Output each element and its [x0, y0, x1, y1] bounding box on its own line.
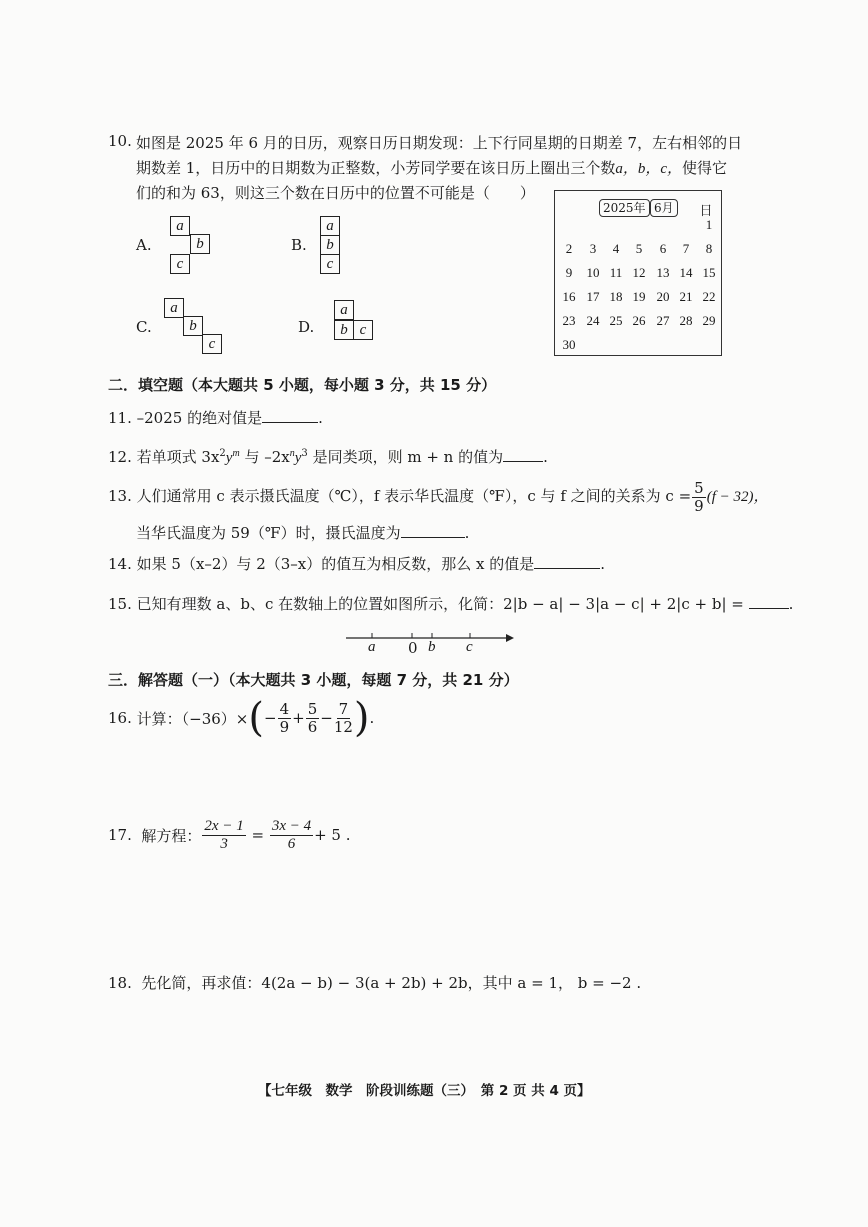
calendar-day: 25: [609, 313, 623, 328]
cell-a: a: [320, 216, 340, 236]
calendar-day: 4: [612, 241, 620, 256]
answer-blank[interactable]: [262, 408, 318, 423]
calendar-day: 10: [586, 265, 600, 280]
q13-line2: 当华氏温度为 59（℉）时，摄氏温度为 .: [136, 524, 470, 542]
axis-arrow: [506, 634, 514, 642]
left-paren: (: [248, 695, 264, 741]
option-a-label[interactable]: A.: [136, 236, 152, 254]
q10-line1: 如图是 2025 年 6 月的日历，观察日历日期发现：上下行同星期的日期差 7，左右相邻的日: [136, 134, 743, 152]
calendar-day: 12: [632, 265, 646, 280]
answer-blank[interactable]: [534, 554, 600, 569]
calendar-year-tag: 2025年: [599, 199, 650, 217]
calendar-day: 28: [679, 313, 693, 328]
cell-b: b: [320, 235, 340, 255]
q13-line1: 13. 人们通常用 c 表示摄氏温度（℃），f 表示华氏温度（℉），c 与 f 之间的关系为 c = $\frac{5}{9}$ (f − 32)，: [108, 479, 769, 515]
calendar-month-tag: 6月: [650, 199, 678, 217]
q14: 14. 如果 5（x–2）与 2（3–x）的值互为相反数，那么 x 的值是 .: [108, 555, 606, 573]
cell-c: c: [320, 254, 340, 274]
q11: 11. –2025 的绝对值是 .: [108, 409, 323, 427]
calendar-day: 7: [682, 241, 690, 256]
calendar-day: 16: [562, 289, 576, 304]
q13-fraction: $\frac{5}{9}$: [694, 479, 704, 515]
calendar-day-header: 日: [699, 203, 713, 218]
answer-blank[interactable]: [401, 523, 465, 538]
axis-label-a: a: [368, 639, 376, 655]
page-footer: 【七年级 数学 阶段训练题（三） 第 2 页 共 4 页】: [258, 1083, 591, 1099]
calendar-day: 9: [565, 265, 573, 280]
calendar-day: 3: [589, 241, 597, 256]
calendar-day: 14: [679, 265, 693, 280]
calendar-day: 18: [609, 289, 623, 304]
answer-blank[interactable]: [749, 594, 789, 609]
cell-b: b: [190, 234, 210, 254]
q15: 15. 已知有理数 a、b、c 在数轴上的位置如图所示，化简：2|b − a| − 3|a − c| + 2|c + b| = .: [108, 595, 794, 613]
right-paren: ): [353, 695, 370, 741]
q10-line3: 们的和为 63，则这三个数在日历中的位置不可能是（ ）: [136, 184, 535, 202]
calendar-day: 17: [586, 289, 600, 304]
calendar-day: 6: [659, 241, 667, 256]
calendar-day: 21: [679, 289, 693, 304]
section2-title: 二．填空题（本大题共 5 小题，每小题 3 分，共 15 分）: [108, 376, 497, 394]
calendar-day: 23: [562, 313, 576, 328]
calendar: [554, 190, 722, 356]
axis-label-zero: 0: [408, 639, 418, 657]
option-c-label[interactable]: C.: [136, 318, 152, 336]
q10-line2: 期数差 1，日历中的日期数为正整数，小芳同学要在该日历上圈出三个数a，b，c，使得它: [136, 159, 728, 177]
calendar-day: 29: [702, 313, 716, 328]
calendar-day: 13: [656, 265, 670, 280]
calendar-day: 5: [635, 241, 643, 256]
calendar-day: 11: [609, 265, 623, 280]
calendar-day: 2: [565, 241, 573, 256]
q16: 16. 计算：（−36）× ( − $\frac{4}{9}$ + $\frac{5}{6}$ − $\frac{7}{12}$ ) .: [108, 695, 375, 741]
q10-number: 10.: [108, 132, 132, 150]
cell-b: b: [183, 316, 203, 336]
answer-blank[interactable]: [503, 447, 543, 462]
cell-a: a: [334, 300, 354, 320]
calendar-day: 26: [632, 313, 646, 328]
q12: 12. 若单项式 $3x^2y^m$ 与 $-2x^ny^3$ 是同类项，则 m + n 的值为 .: [108, 448, 548, 466]
q10-vars: a，b，c，: [615, 161, 682, 177]
axis-label-b: b: [428, 639, 436, 655]
cell-a: a: [170, 216, 190, 236]
cell-c: c: [202, 334, 222, 354]
q17: 17. 解方程： $\frac{2x - 1}{3}$ = $\frac{3x - 4}{6}$ + 5 .: [108, 818, 351, 852]
calendar-day: 8: [705, 241, 713, 256]
calendar-day: 15: [702, 265, 716, 280]
q18: 18. 先化简，再求值：4(2a − b) − 3(a + 2b) + 2b，其中 a = 1， b = −2 .: [108, 974, 642, 992]
calendar-day: 22: [702, 289, 716, 304]
option-d-label[interactable]: D.: [298, 318, 315, 336]
cell-c: c: [353, 320, 373, 340]
cell-a: a: [164, 298, 184, 318]
cell-c: c: [170, 254, 190, 274]
section3-title: 三．解答题（一）（本大题共 3 小题，每题 7 分，共 21 分）: [108, 671, 519, 689]
cell-b: b: [334, 320, 354, 340]
calendar-day: 1: [705, 217, 713, 232]
calendar-day: 30: [562, 337, 576, 352]
calendar-day: 19: [632, 289, 646, 304]
calendar-day: 20: [656, 289, 670, 304]
calendar-day: 24: [586, 313, 600, 328]
option-b-label[interactable]: B.: [291, 236, 307, 254]
axis-label-c: c: [466, 639, 473, 655]
calendar-day: 27: [656, 313, 670, 328]
